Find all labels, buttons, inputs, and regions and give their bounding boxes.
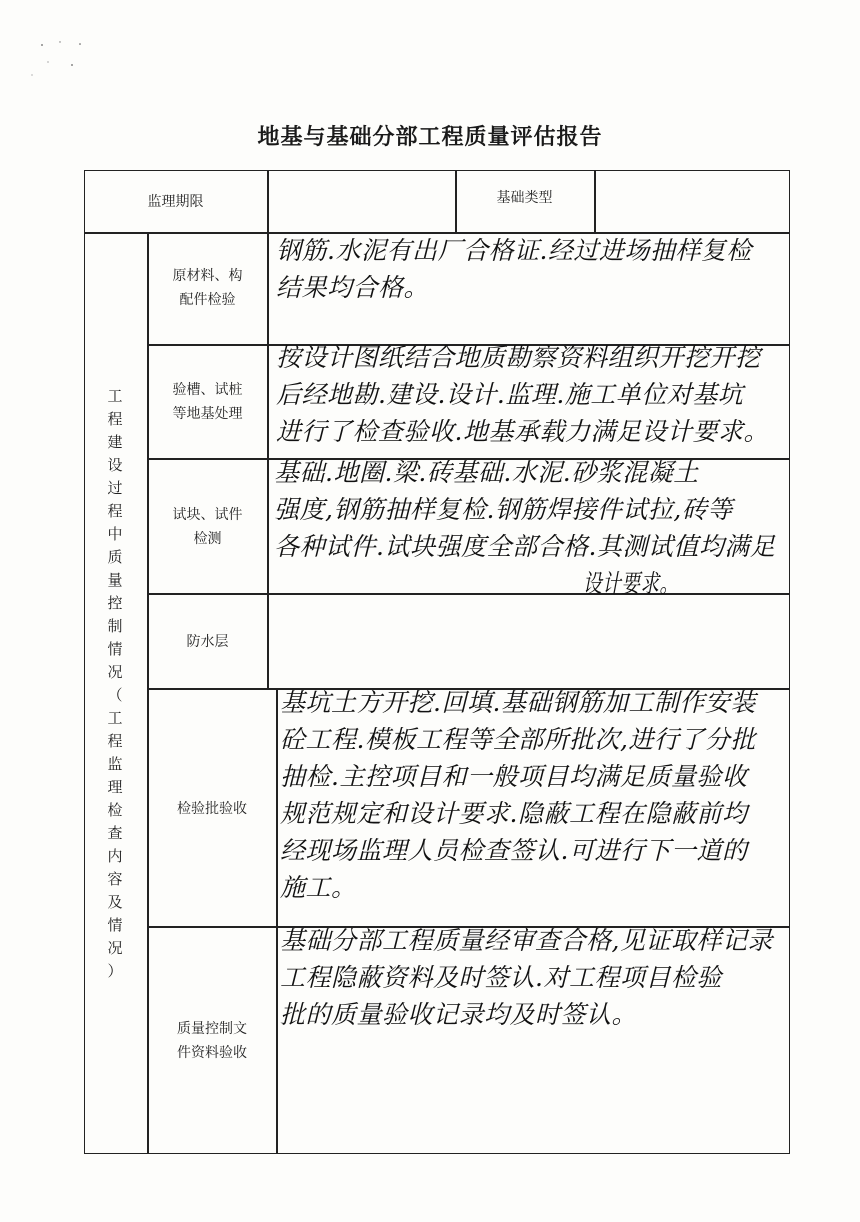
row-label-trench-inspection: 验槽、试桩 等地基处理 xyxy=(172,382,243,422)
row-label-waterproofing: 防水层 xyxy=(186,634,229,650)
side-category-label: 工 程 建 设 过 程 中 质 量 控 制 情 况 （ 工 程 监 理 检 查 内 容 及 情 况 ） xyxy=(107,387,123,980)
period-label: 监理期限 xyxy=(147,194,204,210)
row-label-materials: 原材料、构 配件检验 xyxy=(172,268,243,308)
row-content-batch-acceptance: 基坑土方开挖.回填.基础钢筋加工制作安装 砼工程.模板工程等全部所批次,进行了分批 抽检.主控项目和一般项目均满足质量验收 规范规定和设计要求.隐蔽工程在隐蔽前均 经现场监理人员检查签认.可进行下一道的 施工。 xyxy=(280,688,756,902)
report-title: 地基与基础分部工程质量评估报告 xyxy=(257,125,603,150)
row-content-materials: 钢筋.水泥有出厂合格证.经过进场抽样复检 结果均合格。 xyxy=(276,236,752,302)
foundation-type-label: 基础类型 xyxy=(496,190,553,206)
label-col-divider-a xyxy=(267,232,269,688)
row-label-specimen-testing: 试块、试件 检测 xyxy=(172,507,243,547)
label-col-divider-b xyxy=(276,688,278,1154)
header-col-divider-3 xyxy=(594,170,596,232)
header-col-divider-1 xyxy=(267,170,269,232)
row-label-batch-acceptance: 检验批验收 xyxy=(177,801,247,817)
row-content-specimen-testing: 基础.地圈.梁.砖基础.水泥.砂浆混凝土 强度,钢筋抽样复检.钢筋焊接件试拉,砖等 各种试件.试块强度全部合格.其测试值均满足 设计要求。 xyxy=(274,458,776,598)
side-col-divider xyxy=(147,232,149,1154)
row-content-quality-documents: 基础分部工程质量经审查合格,见证取样记录 工程隐蔽资料及时签认.对工程项目检验 批的质量验收记录均及时签认。 xyxy=(280,926,773,1029)
row-label-quality-documents: 质量控制文 件资料验收 xyxy=(177,1021,247,1061)
row-content-trench-inspection: 按设计图纸结合地质勘察资料组织开挖开挖 后经地勘.建设.设计.监理.施工单位对基坑 进行了检查验收.地基承载力满足设计要求。 xyxy=(276,343,769,446)
scan-specks xyxy=(20,30,100,90)
